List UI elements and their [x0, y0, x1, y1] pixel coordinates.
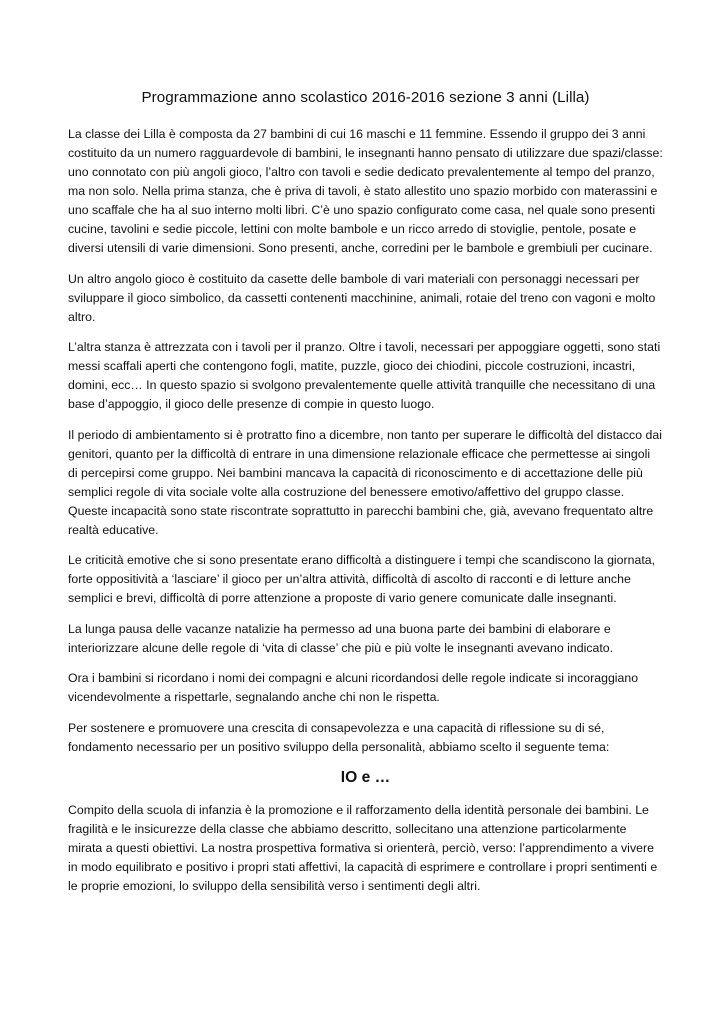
paragraph-school-task: Compito della scuola di infanzia è la promozione e il rafforzamento della identità personale dei bambini. Le fragilità e le insicurezze della classe che abbiamo descritto, sollecitano una attenzione particolarmente mirata a questi obiettivi. La nostra prospettiva formativa si orienterà, perciò, verso: l’apprendimento a vivere in modo equilibrato e positivo i propri stati affettivi, la capacità di esprimere e controllare i propri sentimenti e le proprie emozioni, lo sviluppo della sensibilità verso i sentimenti degli altri. [68, 803, 658, 893]
paragraph-settling-period: Il periodo di ambientamento si è protratto fino a dicembre, non tanto per superare le difficoltà del distacco dai genitori, quanto per la difficoltà di entrare in una dimensione relazionale efficace che permettesse ai singoli di percepirsi come gruppo. Nei bambini mancava la capacità di riconoscimento e di accettazione delle più semplici regole di vita sociale volte alla costruzione del benessere emotivo/affettivo del gruppo classe. Queste incapacità sono state riscontrate soprattutto in parecchi bambini che, già, avevano frequentato altre realtà educative. [68, 427, 662, 537]
paragraph-play-corner: Un altro angolo gioco è costituito da casette delle bambole di vari materiali con personaggi necessari per sviluppare il gioco simbolico, da cassetti contenenti macchinine, animali, rotaie del treno con vagoni e molto altro. [68, 271, 656, 324]
paragraph-christmas-break: La lunga pausa delle vacanze natalizie ha permesso ad una buona parte dei bambini di elaborare e interiorizzare alcune delle regole di ‘vita di classe’ che più e più volte le insegnanti avevano indicato. [68, 621, 614, 655]
paragraph-lunch-room: L’altra stanza è attrezzata con i tavoli per il pranzo. Oltre i tavoli, necessari per appoggiare oggetti, sono stati messi scaffali aperti che contengono fogli, matite, puzzle, gioco dei chiodini, piccole costruzioni, incastri, domini, ecc… In questo spazio si svolgono prevalentemente quelle attività tranquille che necessitano di una base d’appoggio, il gioco delle presenze di compie in questo luogo. [68, 340, 661, 411]
section-heading-theme: IO e … [340, 769, 391, 786]
paragraph-theme-intro: Per sostenere e promuovere una crescita di consapevolezza e una capacità di riflessione su di sé, fondamento necessario per un positivo sviluppo della personalità, abbiamo scelto il seguente tema: [68, 720, 610, 754]
paragraph-class-composition: La classe dei Lilla è composta da 27 bambini di cui 16 maschi e 11 femmine. Essendo il gruppo dei 3 anni costituito da un numero ragguardevole di bambini, le insegnanti hanno pensato di utilizzare due spazi/classe: uno connotato con più angoli gioco, l’altro con tavoli e sedie dedicato prevalentemente al tempo del pranzo, ma non solo. Nella prima stanza, che è priva di tavoli, è stato allestito uno spazio morbido con materassini e uno scaffale che ha al suo interno molti libri. C’è uno spazio configurato come casa, nel quale sono presenti cucine, tavolini e sedie piccole, lettini con molte bambole e un ricco arredo di stoviglie, pentole, posate e diversi utensili di varie dimensioni. Sono presenti, anche, corredini per le bambole e grembiuli per cucinare. [68, 127, 663, 255]
paragraph-children-now: Ora i bambini si ricordano i nomi dei compagni e alcuni ricordandosi delle regole indicate si incoraggiano vicendevolmente a rispettarle, segnalando anche chi non le rispetta. [68, 671, 639, 704]
paragraph-emotional-criticalities: Le criticità emotive che si sono presentate erano difficoltà a distinguere i tempi che scandiscono la giornata, forte oppositività a ‘lasciare’ il gioco per un’altra attività, difficoltà di ascolto di racconti e di letture anche semplici e brevi, difficoltà di porre attenzione a proposte di vario genere comunicate dalle insegnanti. [68, 553, 656, 605]
document-title: Programmazione anno scolastico 2016-2016 sezione 3 anni (Lilla) [141, 89, 590, 106]
